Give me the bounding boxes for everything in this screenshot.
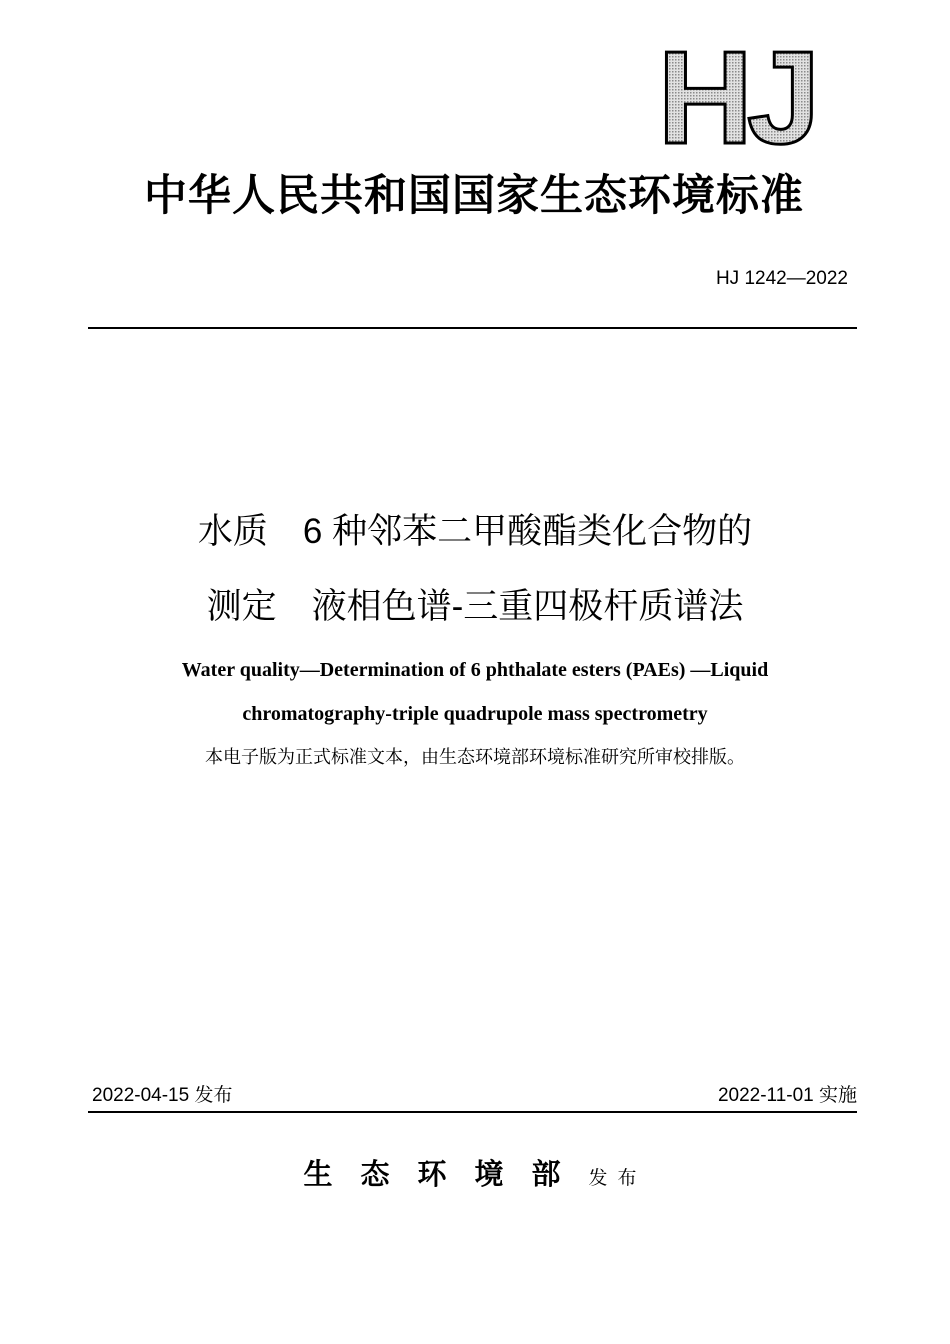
- title-en-line2: chromatography-triple quadrupole mass spectrometry: [242, 703, 708, 725]
- edition-note: 本电子版为正式标准文本，由生态环境部环境标准研究所审校排版。: [205, 747, 745, 767]
- hj-logo-text: HJ: [657, 44, 815, 148]
- effective-date: 2022-11-01 实施: [717, 1085, 857, 1106]
- issue-date: 2022-04-15 发布: [92, 1085, 233, 1106]
- title-en-line1: Water quality—Determination of 6 phthalate esters (PAEs) —Liquid: [181, 659, 769, 681]
- bottom-divider: [88, 1111, 857, 1113]
- publisher-suffix: 发布: [588, 1168, 647, 1189]
- title-cn-line2: 测定 液相色谱-三重四极杆质谱法: [206, 587, 744, 626]
- publisher-name: 生态环境部: [303, 1157, 589, 1191]
- hj-logo: [636, 44, 836, 148]
- standard-number: HJ 1242—2022: [715, 268, 848, 289]
- title-cn-line1: 水质 6 种邻苯二甲酸酯类化合物的: [197, 512, 753, 551]
- organization-title: 中华人民共和国国家生态环境标准: [144, 171, 804, 221]
- publisher-line: [0, 1154, 950, 1199]
- top-divider: [88, 327, 857, 329]
